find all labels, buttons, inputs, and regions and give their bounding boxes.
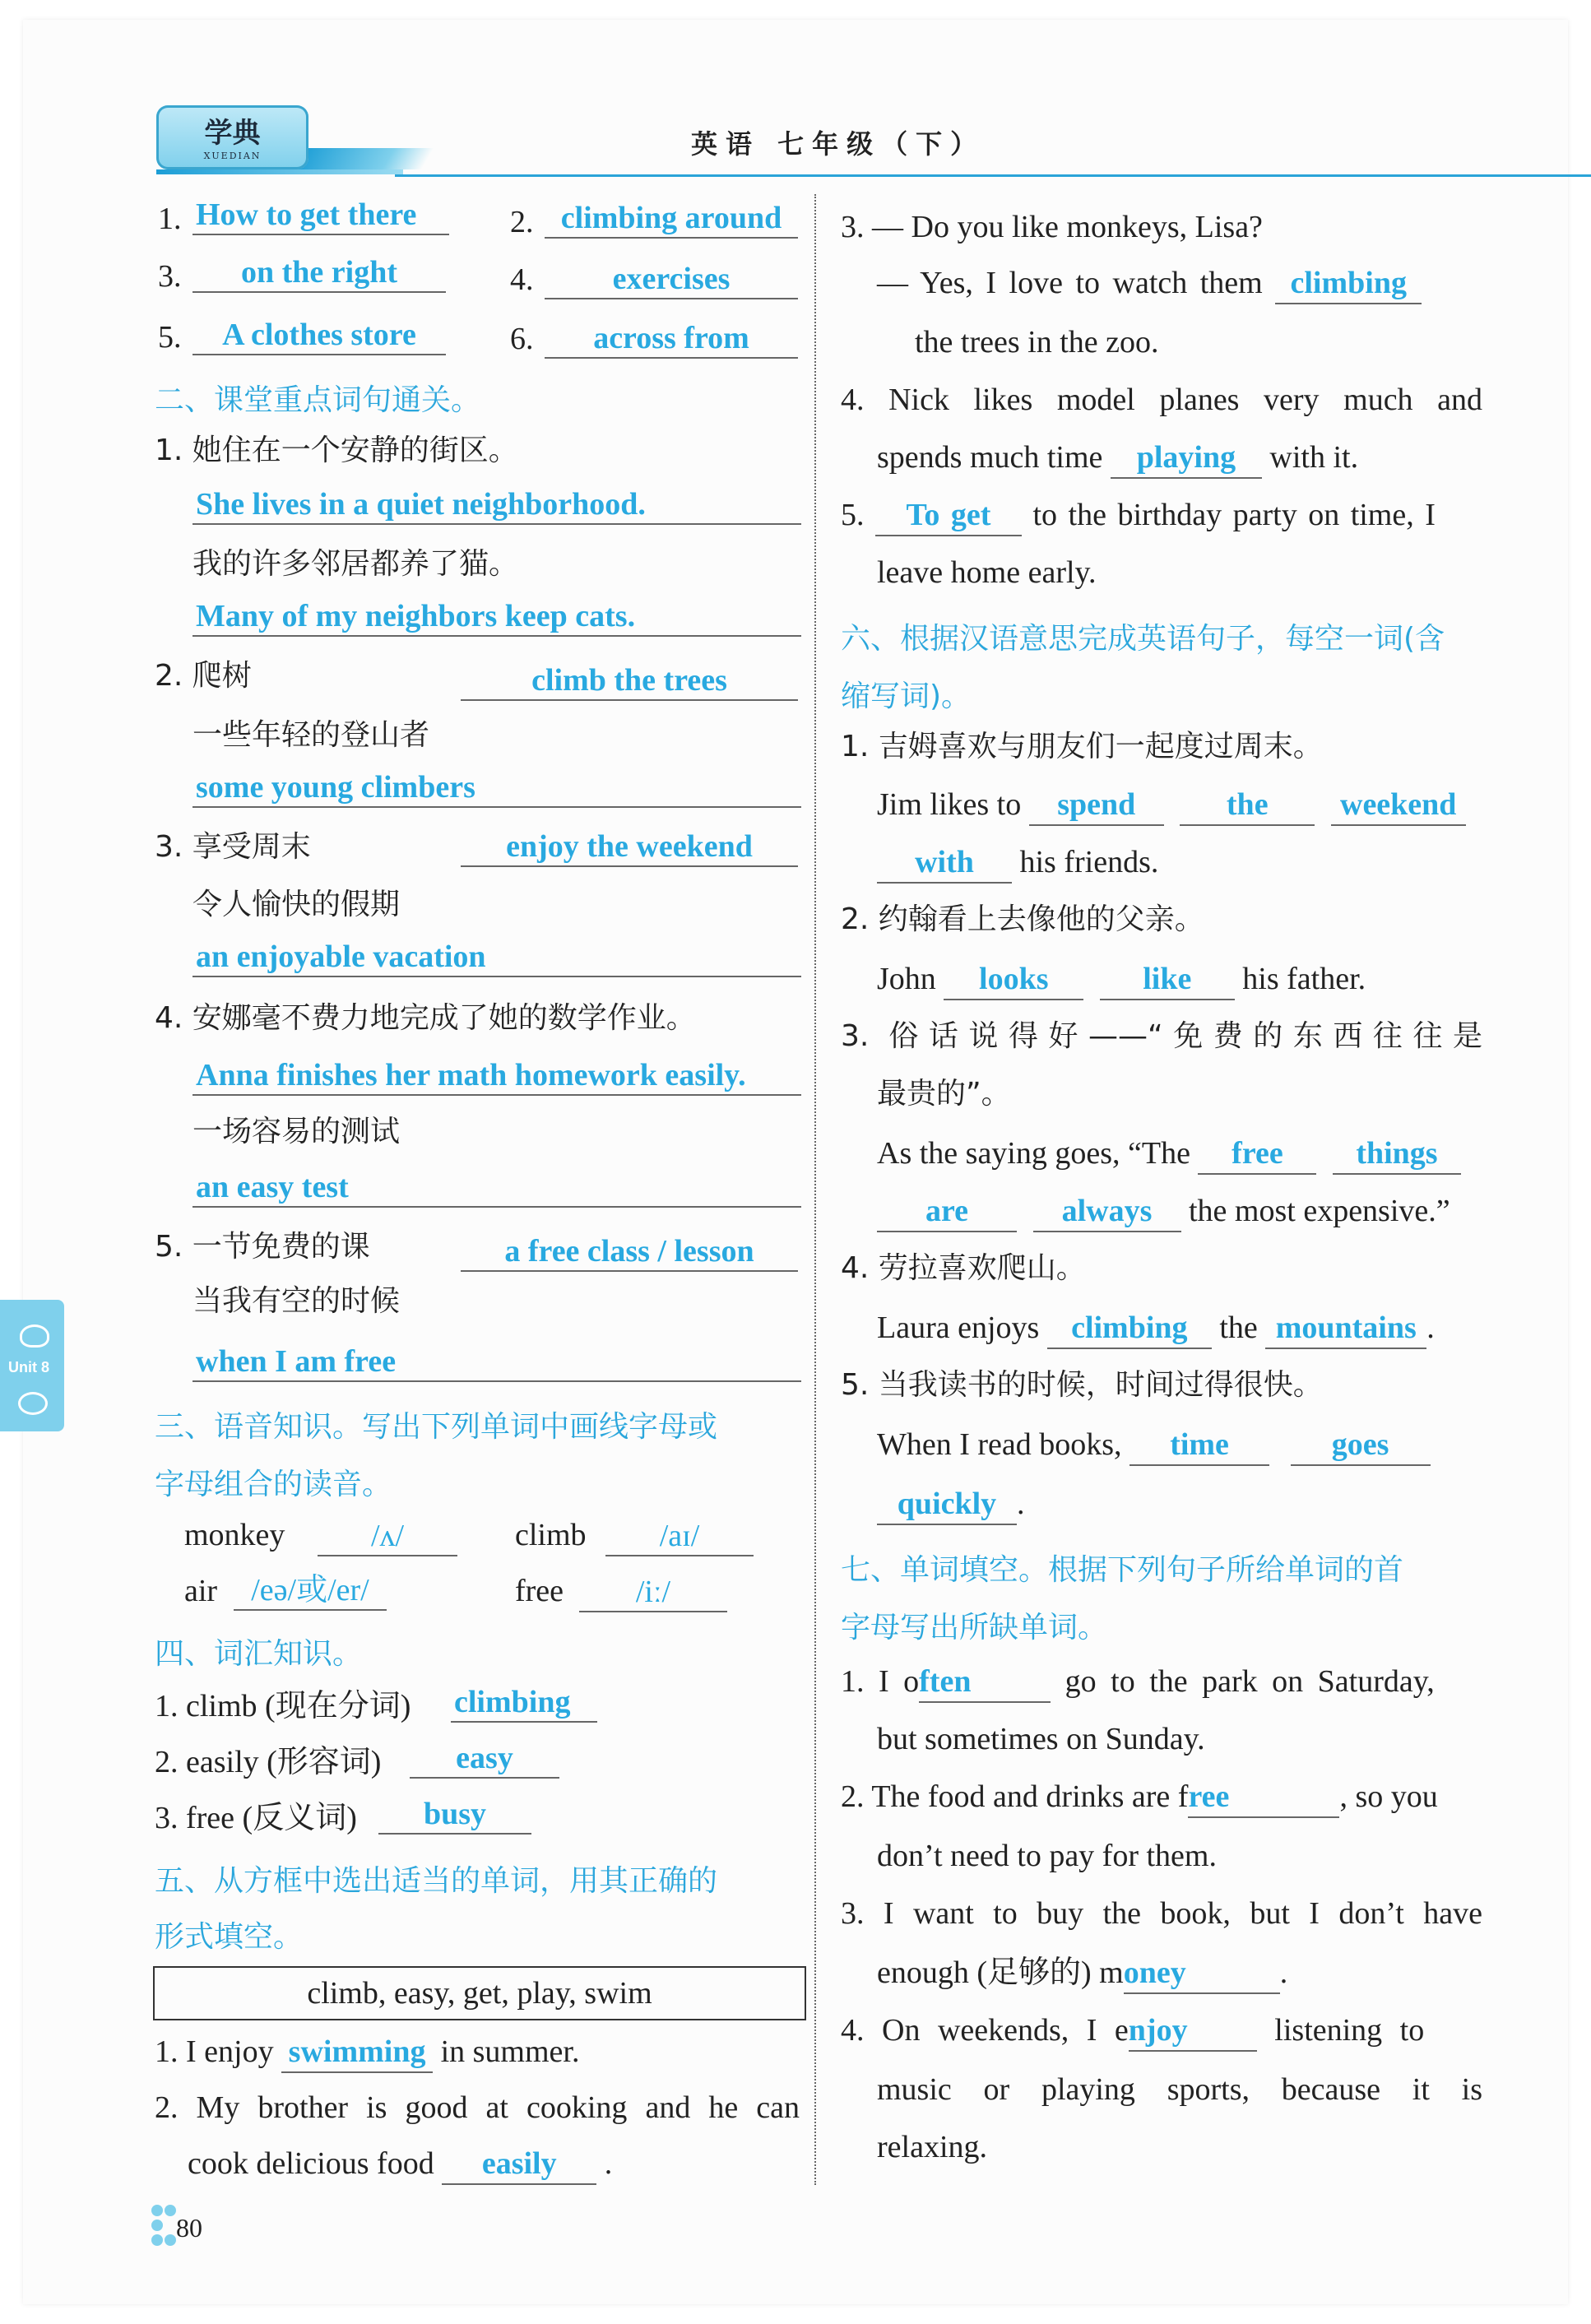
phonetic-word: free [515, 1574, 564, 1608]
prompt-text: 最贵的”。 [877, 1077, 1011, 1111]
prompt-text: 我的许多邻居都养了猫。 [192, 547, 519, 581]
prompt-text: 一些年轻的登山者 [192, 718, 430, 752]
sentence-text: the [1219, 1310, 1258, 1345]
answer-line: climb the trees [461, 663, 798, 701]
fill-sentence [877, 1486, 1025, 1525]
fill-sentence: but sometimes on Sunday. [877, 1722, 1205, 1756]
fill-answer: quickly [877, 1486, 1017, 1525]
fill-answer: things [1333, 1135, 1461, 1175]
answer-blank: across from [545, 321, 798, 359]
wing-icon [20, 1324, 49, 1348]
fill-sentence [877, 1955, 1287, 1994]
section-heading: 二、课堂重点词句通关。 [155, 383, 481, 417]
prompt-text: 一场容易的测试 [192, 1115, 401, 1148]
fill-sentence: the trees in the zoo. [915, 325, 1159, 360]
prompt-text: 2. 爬树 [155, 659, 252, 693]
fill-answer: time [1129, 1426, 1269, 1466]
vocab-question: 1. climb (现在分词) [155, 1689, 411, 1723]
column-divider [814, 194, 816, 2185]
fill-answer: the [1180, 786, 1315, 826]
fill-sentence [877, 1310, 1435, 1349]
publisher-logo [156, 105, 308, 169]
section-heading: 字母组合的读音。 [155, 1468, 392, 1501]
sentence-text: As the saying goes, “The [877, 1136, 1190, 1171]
header-swoosh [290, 148, 434, 169]
cloud-icon [18, 1392, 48, 1415]
page-number: 80 [176, 2213, 202, 2243]
fill-answer: weekend [1331, 786, 1466, 826]
answer-blank: A clothes store [192, 318, 446, 355]
item-number: 3. [158, 259, 182, 294]
fill-sentence: 2. My brother is good at cooking and he can [155, 2090, 800, 2125]
vocab-answer: easy [410, 1741, 559, 1779]
fill-sentence [877, 844, 1158, 884]
sentence-text: , so you [1339, 1779, 1438, 1814]
answer-line: a free class / lesson [461, 1234, 798, 1272]
fill-answer: free [1198, 1135, 1316, 1175]
answer-line: some young climbers [192, 770, 801, 808]
fill-answer: mountains [1265, 1310, 1426, 1349]
prompt-text: 3. 俗话说得好——“免费的东西往往是 [841, 1019, 1482, 1053]
sentence-text: 2. The food and drinks are f [841, 1779, 1189, 1814]
fill-answer: easily [442, 2145, 596, 2185]
fill-sentence [841, 1779, 1438, 1818]
fill-answer: To get [875, 497, 1022, 536]
answer-line: an enjoyable vacation [192, 939, 801, 977]
vocab-question: 2. easily (形容词) [155, 1745, 382, 1779]
sentence-text: cook delicious food [188, 2146, 434, 2181]
answer-blank: How to get there [192, 197, 449, 235]
sentence-text: spends much time [877, 440, 1103, 475]
fill-sentence [188, 2145, 612, 2185]
fill-sentence [841, 1663, 1435, 1703]
phonetic-word: climb [515, 1518, 587, 1552]
fill-answer: ften [919, 1663, 1051, 1703]
phonetic-answer: /iː/ [579, 1575, 727, 1612]
fill-answer: always [1033, 1193, 1181, 1232]
fill-answer: ree [1188, 1779, 1339, 1818]
sentence-text: — Yes, I love to watch them [877, 266, 1263, 300]
word-box: climb, easy, get, play, swim [153, 1966, 806, 2020]
prompt-text: 1. 她住在一个安静的街区。 [155, 434, 518, 467]
answer-line: She lives in a quiet neighborhood. [192, 487, 801, 525]
answer-line: Many of my neighbors keep cats. [192, 599, 801, 637]
fill-sentence [155, 2034, 579, 2073]
section-heading: 五、从方框中选出适当的单词，用其正确的 [155, 1864, 718, 1898]
prompt-text: 当我有空的时候 [192, 1284, 401, 1318]
vocab-answer: climbing [451, 1685, 597, 1723]
fill-sentence [877, 265, 1422, 304]
sentence-text: . [1017, 1487, 1025, 1521]
logo-subtext: XUEDIAN [203, 151, 262, 161]
sentence-text: John [877, 962, 936, 996]
unit-label: Unit 8 [8, 1359, 50, 1375]
fill-sentence: leave home early. [877, 555, 1097, 590]
unit-side-tab [0, 1300, 64, 1431]
fill-answer: climbing [1047, 1310, 1212, 1349]
sentence-text: . [1279, 1955, 1288, 1990]
fill-answer: swimming [281, 2034, 433, 2073]
sentence-text: go to the park on Saturday, [1065, 1664, 1435, 1699]
answer-blank: climbing around [545, 201, 798, 239]
fill-answer: looks [944, 961, 1083, 1000]
sentence-text: in summer. [440, 2034, 580, 2069]
fill-sentence: music or playing sports, because it is [877, 2072, 1482, 2107]
header-rule [395, 174, 1591, 177]
sentence-text: Jim likes to [877, 787, 1022, 822]
logo-text: 学典 [204, 117, 261, 150]
prompt-text: 5. 一节免费的课 [155, 1230, 370, 1264]
prompt-text: 1. 吉姆喜欢与朋友们一起度过周末。 [841, 730, 1323, 763]
sentence-text: his father. [1242, 962, 1366, 996]
fill-answer: oney [1124, 1955, 1280, 1994]
item-number: 4. [510, 262, 534, 297]
vocab-question: 3. free (反义词) [155, 1801, 357, 1835]
fill-answer: njoy [1129, 2012, 1257, 2052]
item-number: 2. [510, 205, 534, 239]
fill-sentence [877, 1193, 1450, 1232]
header-band [156, 169, 403, 174]
fill-sentence [841, 2012, 1424, 2052]
sentence-text: When I read books, [877, 1427, 1122, 1462]
fill-sentence: 3. — Do you like monkeys, Lisa? [841, 210, 1263, 244]
fill-answer: like [1100, 961, 1235, 1000]
fill-sentence [877, 1426, 1431, 1466]
answer-blank: on the right [192, 255, 446, 293]
fill-sentence: relaxing. [877, 2130, 988, 2164]
fill-sentence [877, 1135, 1461, 1175]
item-number: 6. [510, 322, 534, 356]
sentence-text: 4. On weekends, I e [841, 2013, 1129, 2048]
sentence-text: 5. [841, 498, 865, 532]
answer-line: enjoy the weekend [461, 829, 798, 867]
sentence-text: 1. I enjoy [155, 2034, 274, 2069]
sentence-text: his friends. [1019, 845, 1159, 879]
fill-sentence [877, 786, 1466, 826]
section-heading: 缩写词)。 [841, 680, 972, 713]
sentence-text: . [604, 2146, 613, 2181]
fill-answer: with [877, 844, 1012, 884]
section-heading: 七、单词填空。根据下列句子所给单词的首 [841, 1553, 1404, 1587]
fill-sentence [877, 439, 1358, 479]
sentence-text: the most expensive.” [1189, 1194, 1450, 1228]
answer-blank: exercises [545, 262, 798, 299]
answer-line: Anna finishes her math homework easily. [192, 1058, 801, 1096]
answer-line: when I am free [192, 1344, 801, 1382]
phonetic-word: air [184, 1574, 218, 1608]
item-number: 5. [158, 320, 182, 355]
phonetic-answer: /eə/或/er/ [234, 1573, 387, 1611]
fill-sentence: don’t need to pay for them. [877, 1839, 1217, 1873]
fill-answer: playing [1111, 439, 1262, 479]
prompt-text: 令人愉快的假期 [192, 888, 401, 921]
sentence-text: Laura enjoys [877, 1310, 1040, 1345]
sentence-text: 1. I o [841, 1664, 920, 1699]
section-heading: 三、语音知识。写出下列单词中画线字母或 [155, 1410, 718, 1444]
section-heading: 形式填空。 [155, 1920, 304, 1954]
item-number: 1. [158, 202, 182, 236]
fill-answer: spend [1029, 786, 1164, 826]
phonetic-answer: /aɪ/ [605, 1519, 754, 1556]
fill-sentence [841, 497, 1436, 536]
fill-sentence [877, 961, 1366, 1000]
section-heading: 六、根据汉语意思完成英语句子，每空一词(含 [841, 622, 1445, 656]
prompt-text: 3. 享受周末 [155, 830, 311, 864]
fill-answer: goes [1291, 1426, 1431, 1466]
fill-answer: are [877, 1193, 1017, 1232]
sentence-text: to the birthday party on time, I [1032, 498, 1436, 532]
prompt-text: 4. 劳拉喜欢爬山。 [841, 1251, 1086, 1285]
section-heading: 四、词汇知识。 [155, 1637, 363, 1671]
fill-sentence: 3. I want to buy the book, but I don’t have [841, 1896, 1482, 1931]
sentence-text: . [1426, 1310, 1435, 1345]
section-heading: 字母写出所缺单词。 [841, 1611, 1108, 1644]
prompt-text: 2. 约翰看上去像他的父亲。 [841, 902, 1204, 936]
page-header-title: 英语 七年级（下） [691, 128, 986, 160]
phonetic-answer: /ʌ/ [318, 1519, 457, 1556]
sentence-text: with it. [1269, 440, 1359, 475]
fill-sentence: 4. Nick likes model planes very much and [841, 383, 1482, 417]
sentence-text: enough (足够的) m [877, 1955, 1124, 1990]
phonetic-word: monkey [184, 1518, 285, 1552]
fill-answer: climbing [1275, 265, 1422, 304]
prompt-text: 5. 当我读书的时候，时间过得很快。 [841, 1368, 1323, 1402]
vocab-answer: busy [378, 1797, 531, 1835]
prompt-text: 4. 安娜毫不费力地完成了她的数学作业。 [155, 1001, 696, 1035]
answer-line: an easy test [192, 1170, 801, 1208]
sentence-text: listening to [1274, 2013, 1425, 2048]
